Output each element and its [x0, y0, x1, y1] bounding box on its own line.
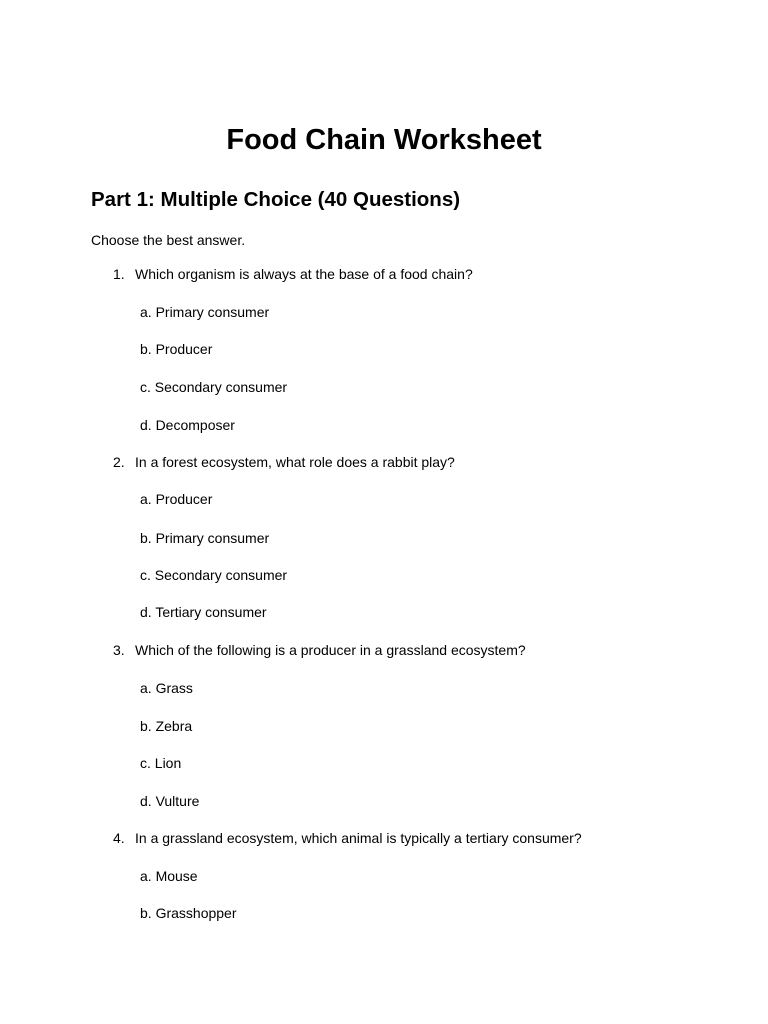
question-number: 2.: [113, 454, 125, 470]
question-text: In a forest ecosystem, what role does a rabbit play?: [135, 454, 455, 470]
answer-option: a. Grass: [140, 680, 193, 696]
question-text: In a grassland ecosystem, which animal is typically a tertiary consumer?: [135, 830, 582, 846]
question-text: Which organism is always at the base of a food chain?: [135, 266, 473, 282]
answer-option: d. Decomposer: [140, 417, 235, 433]
answer-option: a. Mouse: [140, 868, 198, 884]
answer-option: a. Producer: [140, 491, 213, 507]
answer-option: b. Grasshopper: [140, 905, 237, 921]
answer-option: c. Secondary consumer: [140, 379, 288, 395]
question-number: 4.: [113, 830, 125, 846]
answer-option: a. Primary consumer: [140, 304, 270, 320]
answer-option: d. Vulture: [140, 793, 200, 809]
answer-option: b. Producer: [140, 341, 213, 357]
question-number: 1.: [113, 266, 125, 282]
answer-option: d. Tertiary consumer: [140, 604, 267, 620]
answer-option: b. Primary consumer: [140, 530, 270, 546]
answer-option: c. Secondary consumer: [140, 567, 288, 583]
answer-option: b. Zebra: [140, 718, 193, 734]
page-title: Food Chain Worksheet: [226, 124, 542, 156]
question-number: 3.: [113, 642, 125, 658]
section-heading-part1: Part 1: Multiple Choice (40 Questions): [91, 188, 461, 211]
question-text: Which of the following is a producer in a grassland ecosystem?: [135, 642, 526, 658]
instructions-text: Choose the best answer.: [91, 232, 246, 248]
answer-option: c. Lion: [140, 755, 182, 771]
